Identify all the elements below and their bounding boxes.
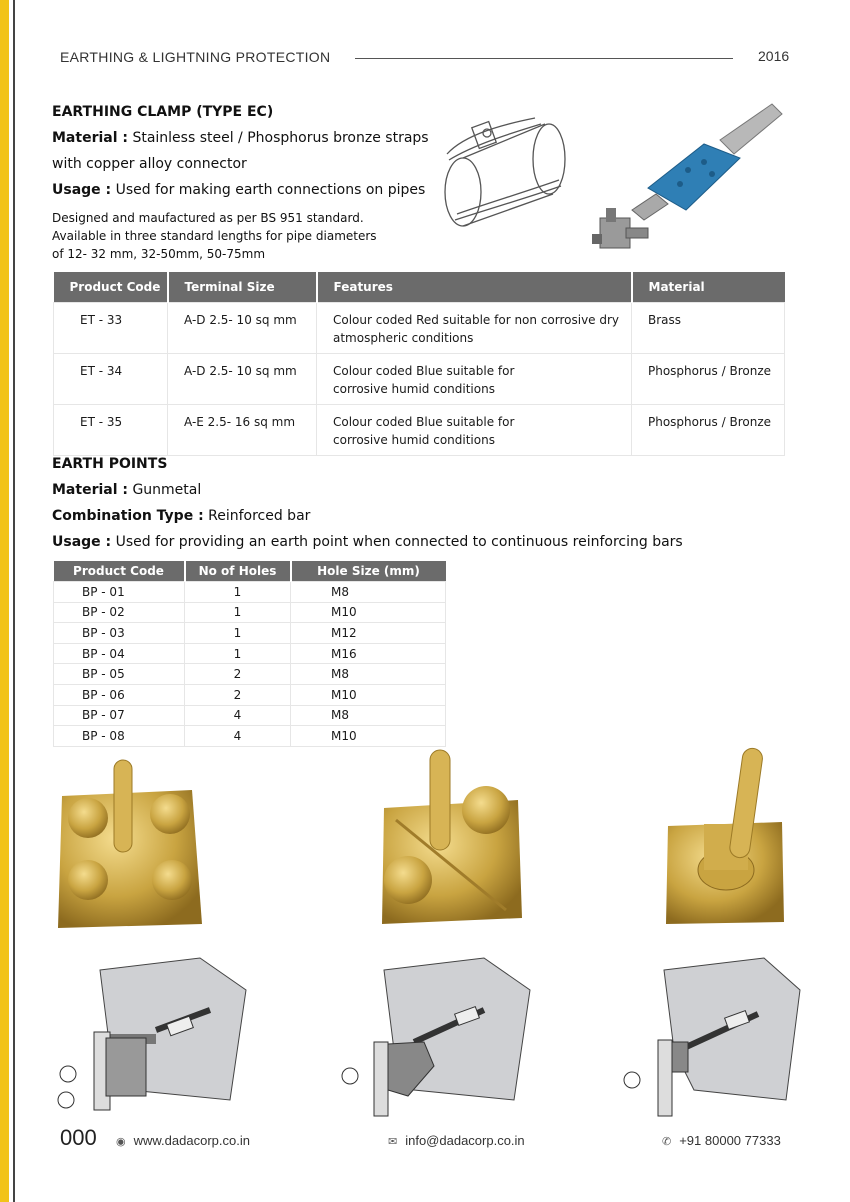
table-row: BP - 04 1 M16 (54, 643, 446, 664)
header-title: EARTHING & LIGHTNING PROTECTION (60, 49, 331, 65)
points-col-product-code: Product Code (54, 561, 185, 582)
page-number: 000 (60, 1125, 97, 1150)
points-heading: EARTH POINTS (52, 456, 168, 472)
table-row: BP - 03 1 M12 (54, 623, 446, 644)
clamp-material-cont: with copper alloy connector (52, 156, 247, 172)
points-material: Material : Gunmetal (52, 482, 202, 498)
earth-point-4-hole-photo (52, 756, 212, 932)
installation-drawing-2 (334, 950, 534, 1120)
globe-icon: ◉ (116, 1136, 126, 1148)
points-table (53, 561, 446, 747)
points-usage: Usage : Used for providing an earth point when connected to continuous reinforcing bars (52, 534, 683, 550)
table-row: BP - 05 2 M8 (54, 664, 446, 685)
clamp-col-material: Material (632, 272, 785, 303)
phone-icon: ✆ (662, 1136, 672, 1148)
clamp-col-features: Features (317, 272, 632, 303)
footer-email[interactable]: ✉ info@dadacorp.co.in (388, 1133, 525, 1148)
clamp-note-2: Available in three standard lengths for pipe diameters (52, 229, 377, 243)
accent-bar-line (13, 0, 15, 1202)
clamp-note-1: Designed and maufactured as per BS 951 standard. (52, 211, 364, 225)
email-icon: ✉ (388, 1136, 398, 1148)
header-year: 2016 (758, 48, 790, 64)
earth-point-2-hole-photo (376, 746, 528, 930)
installation-drawing-3 (614, 950, 804, 1120)
table-row: BP - 06 2 M10 (54, 684, 446, 705)
points-combination: Combination Type : Reinforced bar (52, 508, 311, 524)
earth-point-1-hole-photo (664, 744, 790, 928)
clamp-usage: Usage : Used for making earth connections on pipes (52, 182, 426, 198)
clamp-col-terminal-size: Terminal Size (168, 272, 317, 303)
pipe-clamp-drawing (435, 104, 575, 230)
table-row: BP - 01 1 M8 (54, 582, 446, 603)
earthing-clamp-photo (592, 100, 792, 260)
clamp-material: Material : Stainless steel / Phosphorus bronze straps (52, 130, 429, 146)
clamp-table (53, 272, 785, 456)
clamp-heading: EARTHING CLAMP (TYPE EC) (52, 104, 274, 120)
clamp-col-product-code: Product Code (54, 272, 168, 303)
table-row: ET - 33 A-D 2.5- 10 sq mm Colour coded Red suitable for non corrosive dry atmospheric conditions Brass (54, 303, 785, 354)
table-row: ET - 35 A-E 2.5- 16 sq mm Colour coded Blue suitable for corrosive humid conditions Phosphorus / Bronze (54, 405, 785, 456)
table-row: ET - 34 A-D 2.5- 10 sq mm Colour coded Blue suitable for corrosive humid conditions Phosphorus / Bronze (54, 354, 785, 405)
clamp-note-3: of 12- 32 mm, 32-50mm, 50-75mm (52, 247, 266, 261)
installation-drawing-1 (50, 950, 250, 1120)
footer-phone[interactable]: ✆ +91 80000 77333 (662, 1133, 781, 1148)
table-row: BP - 02 1 M10 (54, 602, 446, 623)
header-divider (355, 58, 733, 59)
points-col-hole-size: Hole Size (mm) (291, 561, 446, 582)
table-row: BP - 08 4 M10 (54, 726, 446, 747)
points-col-holes: No of Holes (185, 561, 291, 582)
footer-web[interactable]: ◉ www.dadacorp.co.in (116, 1133, 250, 1148)
table-row: BP - 07 4 M8 (54, 705, 446, 726)
accent-bar (0, 0, 9, 1202)
